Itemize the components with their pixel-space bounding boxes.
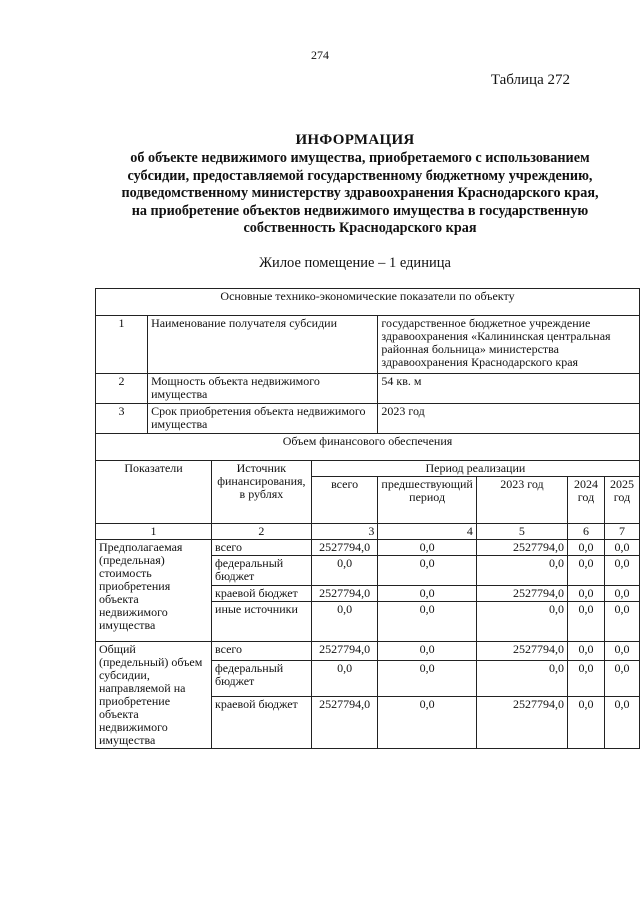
column-number: 3 (311, 524, 378, 540)
total-cell: 0,0 (311, 556, 378, 586)
header-2023: 2023 год (476, 477, 567, 524)
indicator-value: 54 кв. м (378, 374, 640, 404)
subtitle-line: на приобретение объектов недвижимого имущества в государственную (131, 202, 589, 219)
indicator-name: Наименование получателя субсидии (148, 316, 378, 374)
source-cell: всего (212, 540, 312, 556)
y2024-cell: 0,0 (568, 642, 605, 661)
table-row (96, 642, 640, 661)
previous-cell: 0,0 (378, 602, 476, 642)
total-cell: 2527794,0 (311, 697, 378, 749)
column-number: 5 (476, 524, 567, 540)
indicator-name: Срок приобретения объекта недвижимого имущества (148, 404, 378, 434)
y2025-cell: 0,0 (604, 540, 639, 556)
subtitle-line: об объекте недвижимого имущества, приобретаемого с использованием (130, 150, 590, 166)
subtitle-line: собственность Краснодарского края (243, 220, 477, 237)
previous-cell: 0,0 (378, 697, 476, 749)
header-total: всего (311, 477, 378, 524)
header-indicators: Показатели (96, 461, 212, 524)
column-number: 2 (212, 524, 312, 540)
y2025-cell: 0,0 (604, 556, 639, 586)
y2024-cell: 0,0 (568, 556, 605, 586)
y2024-cell: 0,0 (568, 540, 605, 556)
previous-cell: 0,0 (378, 586, 476, 602)
total-cell: 2527794,0 (311, 540, 378, 556)
indicator-value: государственное бюджетное учреждение здравоохранения «Калининская центральная районная больница» министерства здравоохранения Краснодарского края (378, 316, 640, 374)
unit-line: Жилое помещение – 1 единица (259, 255, 451, 271)
header-row (96, 461, 640, 477)
indicator-name: Мощность объекта недвижимого имущества (148, 374, 378, 404)
y2024-cell: 0,0 (568, 697, 605, 749)
header-source: Источник финансирования, в рублях (212, 461, 312, 524)
y2023-cell: 0,0 (476, 556, 567, 586)
source-cell: краевой бюджет (212, 697, 312, 749)
source-cell: краевой бюджет (212, 586, 312, 602)
column-number: 1 (96, 524, 212, 540)
source-cell: всего (212, 642, 312, 661)
y2023-cell: 2527794,0 (476, 540, 567, 556)
y2025-cell: 0,0 (604, 642, 639, 661)
column-number: 4 (378, 524, 476, 540)
document-subtitle (100, 150, 620, 238)
header-2025: 2025 год (604, 477, 639, 524)
previous-cell: 0,0 (378, 540, 476, 556)
indicator-row (96, 374, 640, 404)
header-previous: предшествующий период (378, 477, 476, 524)
indicator-number: 1 (96, 316, 148, 374)
source-cell: иные источники (212, 602, 312, 642)
y2023-cell: 2527794,0 (476, 697, 567, 749)
column-number: 6 (568, 524, 605, 540)
info-table (95, 288, 640, 749)
subtitle-line: подведомственному министерству здравоохранения Краснодарского края, (121, 185, 599, 202)
y2025-cell: 0,0 (604, 697, 639, 749)
source-cell: федеральный бюджет (212, 661, 312, 697)
column-numbers-row (96, 524, 640, 540)
y2023-cell: 2527794,0 (476, 586, 567, 602)
y2023-cell: 2527794,0 (476, 642, 567, 661)
total-cell: 2527794,0 (311, 642, 378, 661)
section2-title-row (96, 434, 640, 461)
indicator-number: 3 (96, 404, 148, 434)
column-number: 7 (604, 524, 639, 540)
source-cell: федеральный бюджет (212, 556, 312, 586)
y2024-cell: 0,0 (568, 586, 605, 602)
y2023-cell: 0,0 (476, 602, 567, 642)
total-cell: 0,0 (311, 661, 378, 697)
subtitle-line: субсидии, предоставляемой государственному бюджетному учреждению, (127, 167, 593, 184)
document-title: ИНФОРМАЦИЯ (295, 132, 415, 148)
y2024-cell: 0,0 (568, 661, 605, 697)
group-label: Предполагаемая (предельная) стоимость приобретения объекта недвижимого имущества (96, 540, 212, 642)
page-number: 274 (311, 48, 329, 62)
indicator-value: 2023 год (378, 404, 640, 434)
table-number: Таблица 272 (490, 72, 570, 88)
total-cell: 2527794,0 (311, 586, 378, 602)
y2025-cell: 0,0 (604, 602, 639, 642)
indicator-number: 2 (96, 374, 148, 404)
header-2024: 2024 год (568, 477, 605, 524)
group-label: Общий (предельный) объем субсидии, направляемой на приобретение объекта недвижимого имущества (96, 642, 212, 749)
previous-cell: 0,0 (378, 556, 476, 586)
previous-cell: 0,0 (378, 642, 476, 661)
indicator-row (96, 316, 640, 374)
table-row (96, 540, 640, 556)
y2023-cell: 0,0 (476, 661, 567, 697)
indicator-row (96, 404, 640, 434)
previous-cell: 0,0 (378, 661, 476, 697)
y2025-cell: 0,0 (604, 586, 639, 602)
section1-title: Основные технико-экономические показатели по объекту (96, 289, 640, 316)
total-cell: 0,0 (311, 602, 378, 642)
y2024-cell: 0,0 (568, 602, 605, 642)
y2025-cell: 0,0 (604, 661, 639, 697)
section2-title: Объем финансового обеспечения (96, 434, 640, 461)
section1-title-row (96, 289, 640, 316)
header-period: Период реализации (311, 461, 639, 477)
